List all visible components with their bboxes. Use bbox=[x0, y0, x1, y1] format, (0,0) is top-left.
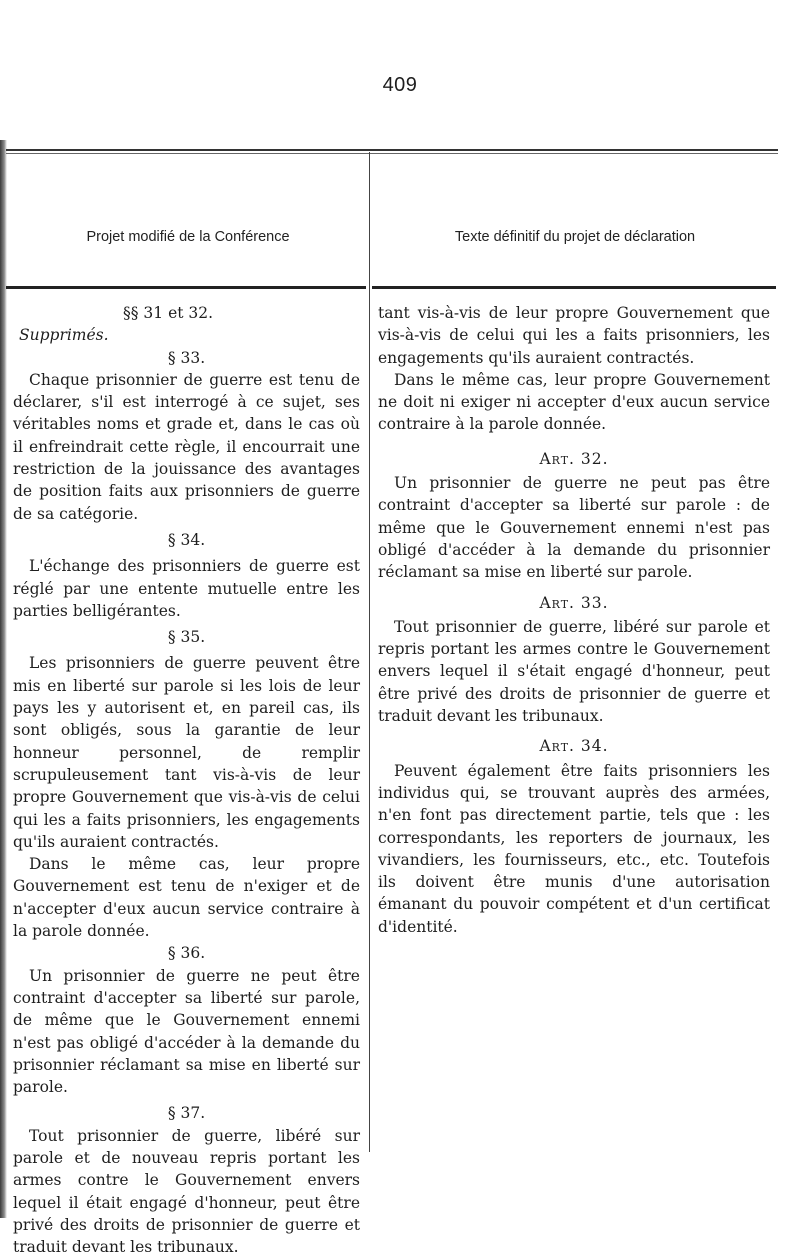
left-header-rule bbox=[6, 286, 366, 289]
column-divider bbox=[369, 152, 370, 1152]
paragraph: Un prisonnier de guerre ne peut pas être contraint d'accepter sa liberté sur parole : de même que le Gouvernement ennemi n'est pas obligé d'accéder à la demande du prisonnier réclamant sa mise en liberté sur parole. bbox=[378, 474, 770, 582]
paragraph: Dans le même cas, leur propre Gouvernement ne doit ni exiger ni accepter d'eux aucun service contraire à la parole donnée. bbox=[378, 370, 770, 434]
paragraph: Chaque prisonnier de guerre est tenu de déclarer, s'il est interrogé à ce sujet, ses véritables noms et grade et, dans le cas où il enfreindrait cette règle, il encourrait une restriction de la jouissance des avantages de position faits aux prisonniers de guerre de sa catégorie. bbox=[13, 370, 360, 523]
page-binding-edge bbox=[0, 140, 7, 1218]
right-column bbox=[378, 302, 770, 938]
section-heading: § 33. bbox=[167, 348, 206, 367]
left-column-header: Projet modifié de la Conférence bbox=[86, 229, 290, 245]
right-column-header: Texte définitif du projet de déclaration bbox=[454, 229, 696, 245]
paragraph: Tout prisonnier de guerre, libéré sur parole et de nouveau repris portant les armes contre le Gouvernement envers lequel il était engagé d'honneur, peut être privé des droits de prisonnier de guerre et traduit devant les tribunaux. bbox=[13, 1126, 360, 1257]
section-heading: § 35. bbox=[167, 628, 206, 647]
section-heading: § 34. bbox=[167, 530, 206, 549]
top-rule-thin bbox=[6, 153, 778, 154]
article-heading: Art. 33. bbox=[539, 593, 609, 612]
paragraph: Dans le même cas, leur propre Gouvernement est tenu de n'exiger et de n'accepter d'eux aucun service contraire à la parole donnée. bbox=[13, 855, 360, 941]
page-number: 409 bbox=[382, 74, 418, 96]
paragraph: tant vis-à-vis de leur propre Gouvernement que vis-à-vis de celui qui les a faits prisonniers, les engagements qu'ils auraient contractés. bbox=[378, 304, 770, 367]
paragraph: L'échange des prisonniers de guerre est réglé par une entente mutuelle entre les parties belligérantes. bbox=[13, 557, 360, 620]
paragraph: Tout prisonnier de guerre, libéré sur parole et repris portant les armes contre le Gouvernement envers lequel il s'était engagé d'honneur, peut être privé des droits de prisonnier de guerre et traduit devant les tribunaux. bbox=[378, 617, 770, 726]
suppressed-note: Supprimés. bbox=[19, 326, 109, 345]
right-header-rule bbox=[372, 286, 776, 289]
article-heading: Art. 32. bbox=[539, 449, 609, 468]
paragraph: Un prisonnier de guerre ne peut être contraint d'accepter sa liberté sur parole, de même que le Gouvernement ennemi n'est pas obligé d'accéder à la demande du prisonnier réclamant sa mise en liberté sur parole. bbox=[13, 966, 360, 1097]
paragraph: Les prisonniers de guerre peuvent être mis en liberté sur parole si les lois de leur pays les y autorisent et, en pareil cas, ils sont obligés, sous la garantie de leur honneur personnel, de remplir scrupuleusement tant vis-à-vis de leur propre Gouvernement que vis-à-vis de celui qui les a faits prisonniers, les engagements qu'ils auraient contractés. bbox=[13, 654, 360, 851]
section-heading: § 37. bbox=[167, 1104, 206, 1123]
section-heading: §§ 31 et 32. bbox=[123, 304, 214, 322]
paragraph: Peuvent également être faits prisonniers les individus qui, se trouvant auprès des armées, n'en font pas directement partie, tels que : les correspondants, les reporters de journaux, les vivandiers, les fournisseurs, etc., etc. Toutefois ils doivent être munis d'une autorisation émanant du pouvoir compétent et d'un certificat d'identité. bbox=[378, 761, 770, 936]
left-column bbox=[13, 302, 360, 1258]
article-heading: Art. 34. bbox=[539, 737, 609, 756]
top-rule bbox=[6, 149, 778, 151]
section-heading: § 36. bbox=[167, 944, 206, 963]
